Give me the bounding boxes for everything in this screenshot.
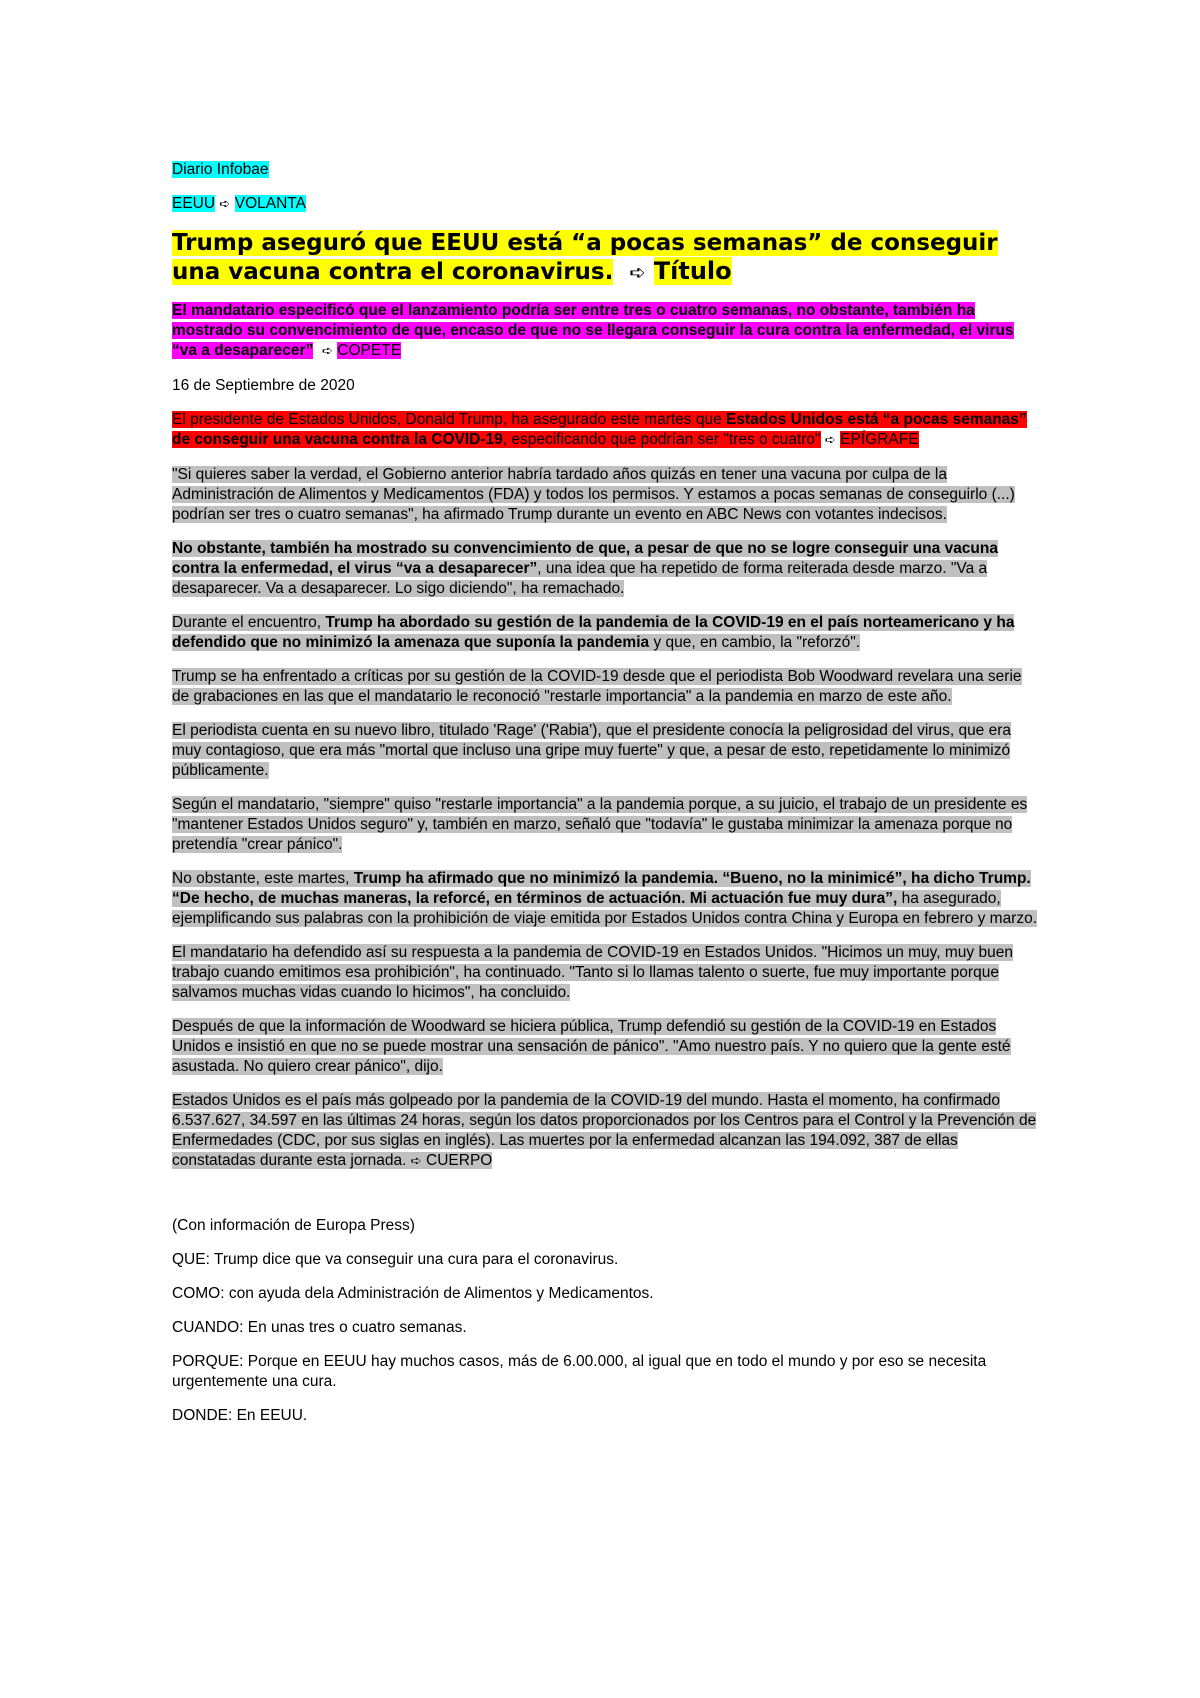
newspaper-name: Diario Infobae (172, 161, 269, 178)
title-label: Título (653, 257, 732, 285)
volanta-text: EEUU (172, 195, 216, 212)
body-paragraph: Estados Unidos es el país más golpeado por la pandemia de la COVID-19 del mundo. Hasta el momento, ha confirmado 6.537.627, 34.597 en las últimas 24 horas, según los datos proporcionados por los Centros para el Control y la Prevención de Enfermedades (CDC, por sus siglas en inglés). Las muertes por la enfermedad alcanzan las 194.092, 387 de ellas constatadas durante esta jornada. ➪ CUERPO (172, 1092, 1037, 1169)
arrow-icon: ➪ (629, 261, 646, 284)
body-paragraph: Durante el encuentro, Trump ha abordado su gestión de la pandemia de la COVID-19 en el país norteamericano y ha defendido que no minimizó la amenaza que suponía la pandemia y que, en cambio, la "reforzó". (172, 614, 1015, 651)
body-paragraph: Según el mandatario, "siempre" quiso "restarle importancia" a la pandemia porque, a su juicio, el trabajo de un presidente es "mantener Estados Unidos seguro" y, también en marzo, señaló que "todavía" le gustaba minimizar la amenaza porque no pretendía "crear pánico". (172, 796, 1028, 853)
analysis-que: QUE: Trump dice que va conseguir una cura para el coronavirus. (172, 1251, 619, 1268)
arrow-icon: ➪ (824, 433, 836, 448)
analysis-como: COMO: con ayuda dela Administración de Alimentos y Medicamentos. (172, 1285, 654, 1302)
source-note: (Con información de Europa Press) (172, 1217, 415, 1234)
analysis-porque: PORQUE: Porque en EEUU hay muchos casos, más de 6.00.000, al igual que en todo el mundo y por eso se necesita urgentemente una cura. (172, 1353, 987, 1390)
body-paragraph: Trump se ha enfrentado a críticas por su gestión de la COVID-19 desde que el periodista Bob Woodward revelara una serie de grabaciones en las que el mandatario le reconoció "restarle importancia" a la pandemia en marzo de este año. (172, 668, 1022, 705)
copete-label: COPETE (337, 342, 402, 359)
body-label: CUERPO (426, 1152, 493, 1169)
volanta-label: VOLANTA (234, 195, 306, 212)
copete-text: El mandatario especificó que el lanzamiento podría ser entre tres o cuatro semanas, no obstante, también ha mostrado su convencimiento de que, encaso de que no se llegara conseguir la cura contra la enfermedad, el virus “va a desaparecer” (172, 302, 1014, 359)
article-date: 16 de Septiembre de 2020 (172, 377, 355, 394)
epigrafe: El presidente de Estados Unidos, Donald Trump, ha asegurado este martes que Estados Unidos está “a pocas semanas” de conseguir una vacuna contra la COVID-19, especificando que podrían ser "tres o cuatro" ➪ EPÍGRAFE (172, 411, 1027, 448)
analysis-donde: DONDE: En EEUU. (172, 1407, 308, 1424)
article-title (172, 229, 1042, 287)
arrow-icon: ➪ (219, 197, 231, 212)
arrow-icon: ➪ (321, 344, 333, 359)
body-paragraph: No obstante, este martes, Trump ha afirmado que no minimizó la pandemia. “Bueno, no la minimicé”, ha dicho Trump. “De hecho, de muchas maneras, la reforcé, en términos de actuación. Mi actuación fue muy dura”, ha asegurado, ejemplificando sus palabras con la prohibición de viaje emitida por Estados Unidos contra China y Europa en febrero y marzo. (172, 870, 1038, 927)
title-text: Trump aseguró que EEUU está “a pocas semanas” de conseguir una vacuna contra el coronavirus. (172, 230, 998, 285)
volanta (172, 194, 1042, 215)
body-paragraph: El periodista cuenta en su nuevo libro, titulado 'Rage' ('Rabia'), que el presidente conocía la peligrosidad del virus, que era muy contagioso, que era más "mortal que incluso una gripe muy fuerte" y que, a pesar de esto, repetidamente lo minimizó públicamente. (172, 722, 1012, 779)
body-paragraph: "Si quieres saber la verdad, el Gobierno anterior habría tardado años quizás en tener una vacuna por culpa de la Administración de Alimentos y Medicamentos (FDA) y todos los permisos. Y estamos a pocas semanas de conseguirlo (...) podrían ser tres o cuatro semanas", ha afirmado Trump durante un evento en ABC News con votantes indecisos. (172, 466, 1015, 523)
document-page (172, 160, 1042, 1440)
copete (172, 301, 1042, 362)
body-paragraph: No obstante, también ha mostrado su convencimiento de que, a pesar de que no se logre conseguir una vacuna contra la enfermedad, el virus “va a desaparecer”, una idea que ha repetido de forma reiterada desde marzo. "Va a desaparecer. Va a desaparecer. Lo sigo diciendo", ha remachado. (172, 540, 998, 597)
body-paragraph: Después de que la información de Woodward se hiciera pública, Trump defendió su gestión de la COVID-19 en Estados Unidos e insistió en que no se puede mostrar una sensación de pánico". "Amo nuestro país. Y no quiero que la gente esté asustada. No quiero crear pánico", dijo. (172, 1018, 1011, 1075)
analysis-cuando: CUANDO: En unas tres o cuatro semanas. (172, 1319, 467, 1336)
epigrafe-label: EPÍGRAFE (840, 431, 919, 448)
arrow-icon: ➪ (410, 1154, 422, 1169)
body-paragraph: El mandatario ha defendido así su respuesta a la pandemia de COVID-19 en Estados Unidos. "Hicimos un muy, muy buen trabajo cuando emitimos esa prohibición", ha continuado. "Tanto si lo llamas talento o suerte, fue muy importante porque salvamos muchas vidas cuando lo hicimos", ha concluido. (172, 944, 1013, 1001)
